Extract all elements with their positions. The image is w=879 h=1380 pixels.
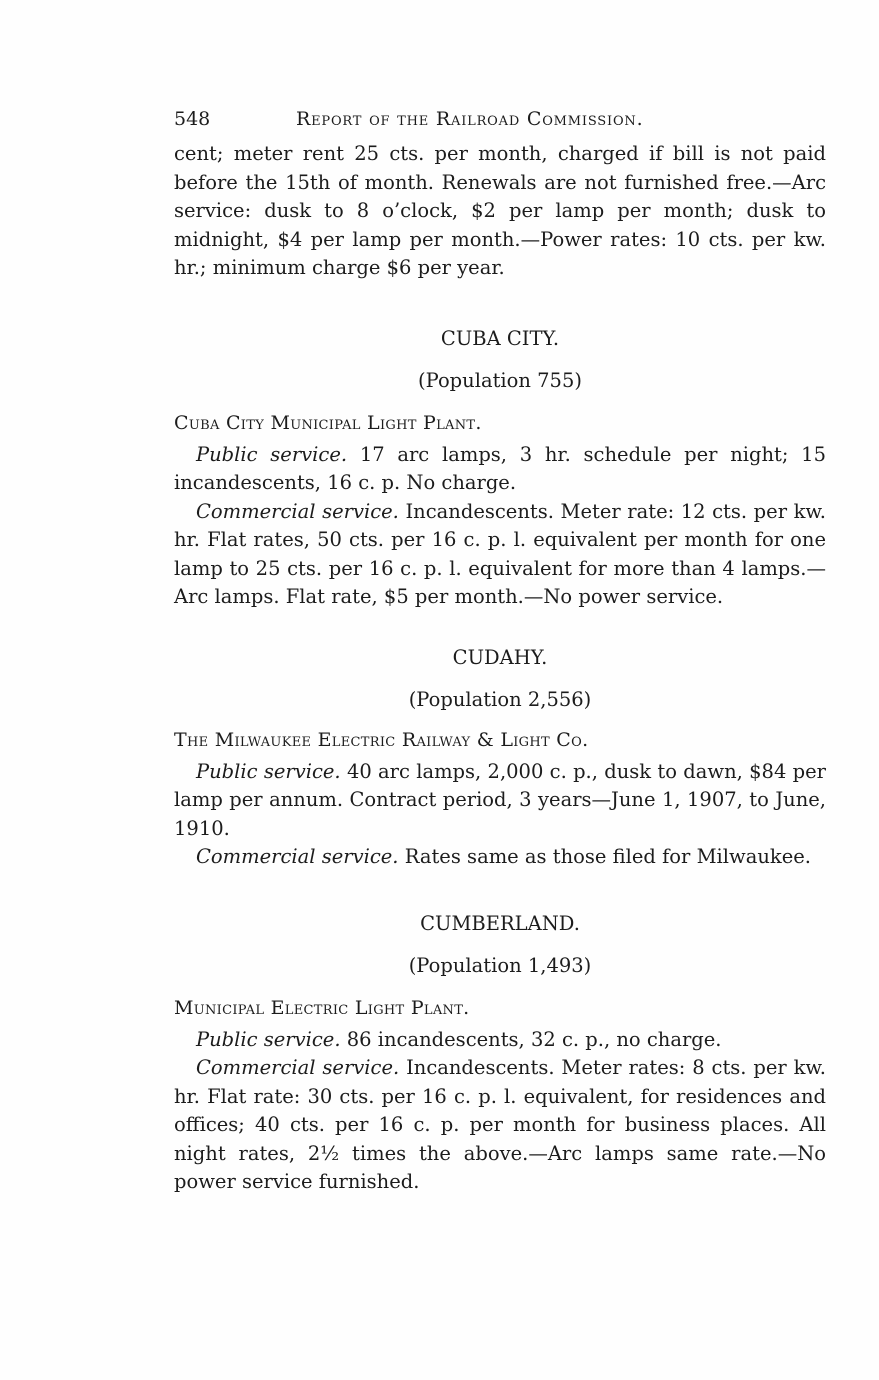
public-service-label: Public service. [196,1027,341,1051]
public-service-paragraph [174,441,826,498]
section-cumberland [174,910,826,1197]
page-header [174,100,826,140]
town-heading: CUBA CITY. [440,326,560,350]
commercial-service-text: Incandescents. Meter rate: 12 cts. per kw. hr. Flat rates, 50 cts. per 16 c. p. l. equivalent per month for one lamp to 25 cts. per 16 c. p. l. equivalent for more than 4 lamps.—Arc lamps. Flat rate, $5 per month.—No power service. [174,499,826,608]
section-cuba-city [174,325,826,612]
company-name: Municipal Electric Light Plant. [174,996,470,1019]
section-cudahy [174,644,826,872]
commercial-service-label: Commercial service. [196,1056,400,1079]
population-line: (Population 755) [418,368,582,392]
public-service-label: Public service. [196,442,348,466]
population-line: (Population 2,556) [408,687,592,711]
page-number: 548 [174,108,211,130]
commercial-service-text: Rates same as those filed for Milwaukee. [404,845,811,868]
population-line: (Population 1,493) [408,953,592,977]
commercial-service-label: Commercial service. [196,845,399,868]
public-service-text: 17 arc lamps, 3 hr. schedule per night; 15 incandescents, 16 c. p. No charge. [174,442,826,494]
company-name: Cuba City Municipal Light Plant. [174,411,482,434]
public-service-label: Public service. [196,759,341,783]
company-name: The Milwaukee Electric Railway & Light Co. [174,728,589,751]
document-page [174,100,826,1197]
public-service-paragraph [174,758,826,844]
intro-paragraph: cent; meter rent 25 cts. per month, charged if bill is not paid before the 15th of month. Renewals are not furnished free.—Arc service: dusk to 8 o’clock, $2 per lamp per month; dusk to midnight, $4 per lamp per month.—Power rates: 10 cts. per kw. hr.; minimum charge $6 per year. [174,142,826,279]
public-service-text: 40 arc lamps, 2,000 c. p., dusk to dawn, $84 per lamp per annum. Contract period, 3 years—June 1, 1907, to June, 1910. [174,759,826,840]
commercial-service-label: Commercial service. [196,499,399,523]
commercial-service-paragraph [174,843,826,872]
commercial-service-paragraph [174,498,826,612]
commercial-service-text: Incandescents. Meter rates: 8 cts. per kw. hr. Flat rate: 30 cts. per 16 c. p. l. equivalent, for residences and offices; 40 cts. per 16 c. p. per month for business places. All night rates, 2½ times the above.—Arc lamps same rate.—No power service furnished. [174,1056,826,1193]
running-title: Report of the Railroad Commission. [296,108,644,130]
public-service-paragraph [174,1026,826,1055]
town-heading: CUMBERLAND. [420,911,580,935]
public-service-text: 86 incandescents, 32 c. p., no charge. [346,1027,722,1051]
town-heading: CUDAHY. [452,645,548,669]
commercial-service-paragraph [174,1054,826,1197]
